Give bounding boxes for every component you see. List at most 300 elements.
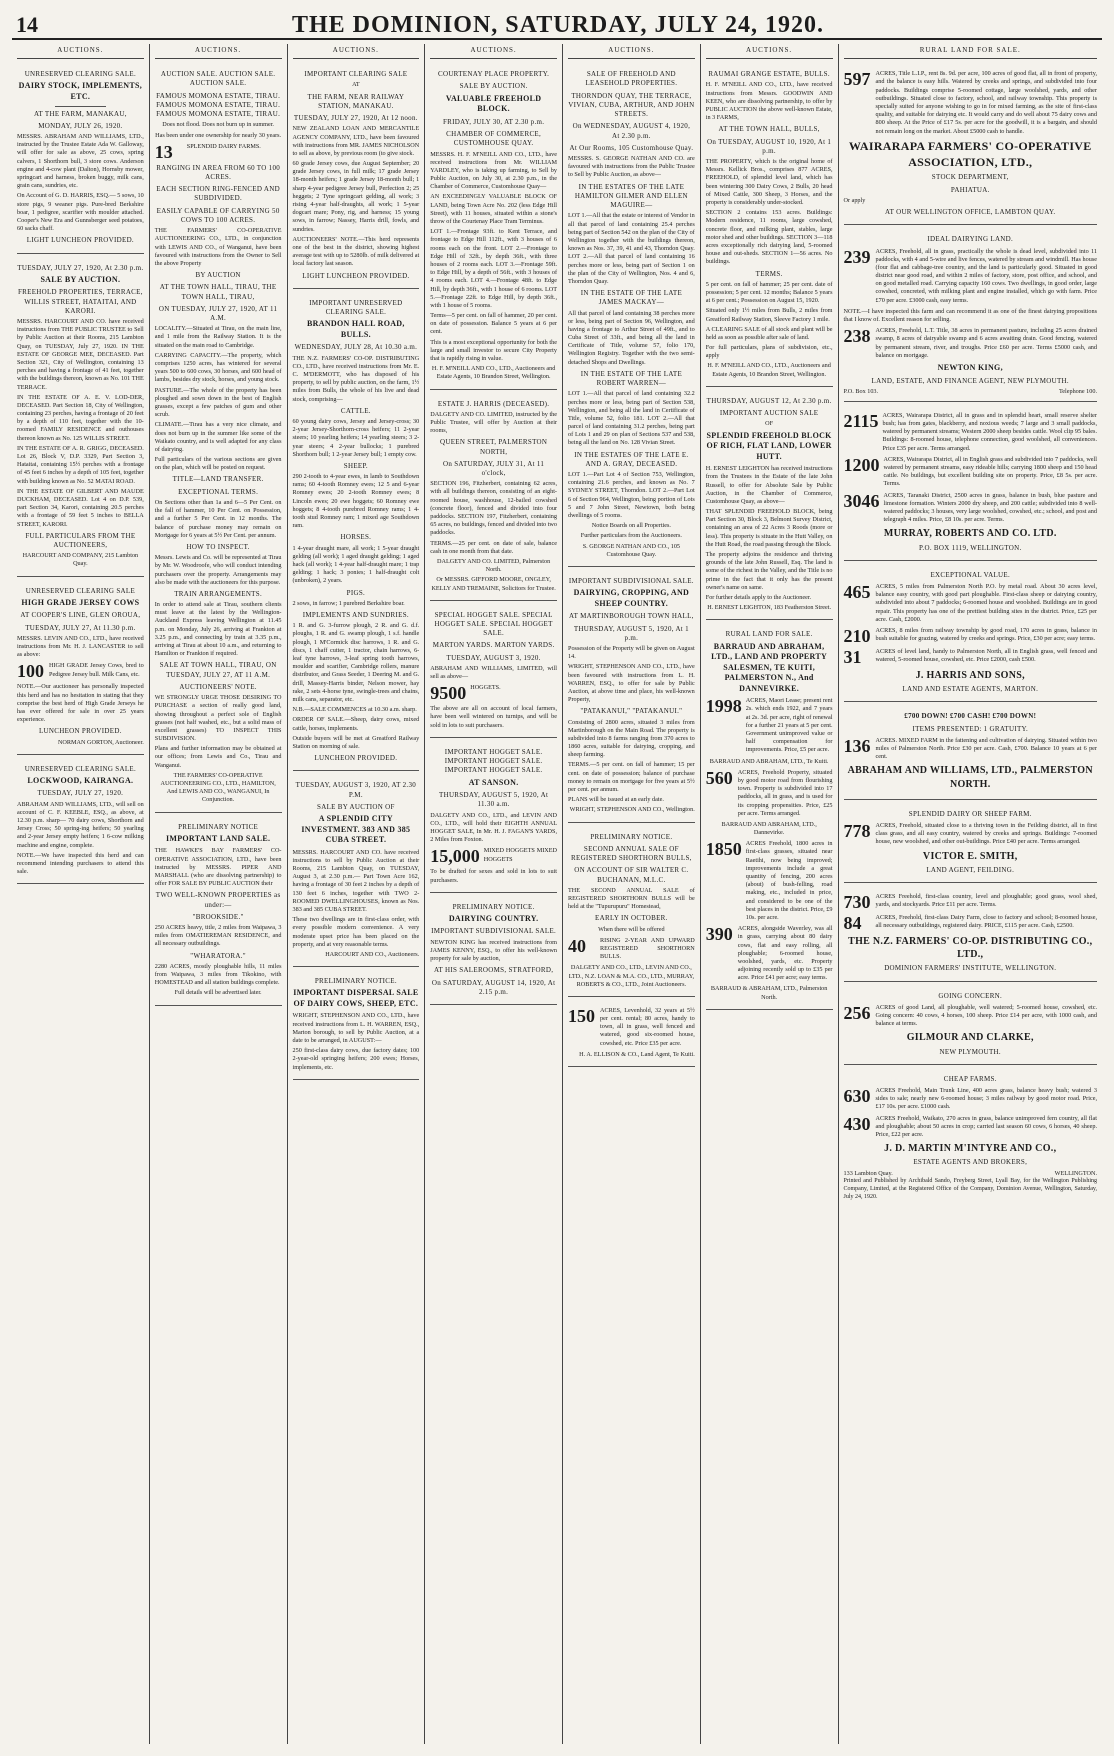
ad-subheading: NEW PLYMOUTH. xyxy=(939,1047,1001,1056)
lot-entry xyxy=(844,412,1098,453)
ad-body: Terms—5 per cent. on fall of hammer, 20 per cent. on date of possession. Balance 5 years at 6 per cent. xyxy=(430,312,557,336)
ad-date: TUESDAY, JULY 27, At 11.30 p.m. xyxy=(25,623,136,632)
lot-entry xyxy=(17,662,144,680)
ad-text: Or apply xyxy=(843,196,866,204)
ad-heading: UNRESERVED CLEARING SALE xyxy=(25,586,136,595)
ad-hogget-sale-marton xyxy=(430,604,557,738)
ad-note: AUCTIONEERS' NOTE.—This herd represents one of the best in the district, showing highest average test with up to 5280lb. of milk delivered at local factory last season. xyxy=(292,235,420,268)
ad-location: THE FARM, NEAR RAILWAY STATION, MANAKAU. xyxy=(307,92,405,110)
ad-signature: HARCOURT AND COMPANY, 215 Lambton Quay. xyxy=(22,552,139,568)
lot-entry xyxy=(706,697,833,754)
lot-entry xyxy=(706,925,833,982)
ad-subheading: AUCTIONEERS' NOTE. xyxy=(179,682,257,691)
ad-rural-597 xyxy=(844,63,1098,225)
ad-subheading: AT OUR WELLINGTON OFFICE, LAMBTON QUAY. xyxy=(885,208,1056,217)
ad-body: IN THE ESTATE OF A. R. GRIGG, DECEASED. Lot 26, Block V, D.P. 3329, Part Section 3, Hataitai, containing 15½ perches with a frontage of 45 feet 6 inches by a depth of 105 feet, together with building known as No. 52 MATAI ROAD. xyxy=(17,444,144,485)
ad-subheading: PIGS. xyxy=(346,588,366,597)
ad-subheading: EXCEPTIONAL TERMS. xyxy=(178,487,259,496)
ad-date: TUESDAY, JULY 27, 1920. xyxy=(37,789,124,798)
ad-date: FRIDAY, JULY 30, AT 2.30 p.m. xyxy=(442,117,545,126)
ad-subheading: ON ACCOUNT OF SIR WALTER C. BUCHANAN, M.L.C. xyxy=(574,866,689,884)
lot-number: 239 xyxy=(843,246,871,267)
ad-heading: EXCEPTIONAL VALUE. xyxy=(930,570,1011,579)
ad-subheading: RANGING IN AREA FROM 60 TO 100 ACRES. xyxy=(156,163,281,182)
ad-subheading: TERMS. xyxy=(755,269,783,278)
ad-body: 60 grade Jersey cows, due August September; 20 grade Jersey cows, in full milk; 17 grade Jersey 18-month heifers; 1 grade Jersey 18-month bull; 1 sharp 4-year pedigree Jersey bull, Perfection 2; 25 heggets; 2 Tyne springcart gelding, all work; 3 rising 4-year half-draughts, all work; 1 5-year dogcart mare; Pony, rig, and harness; 15 young sows, in farrow; Nassey, Harris drill, fowls, and sundries. xyxy=(292,160,420,233)
ad-note: LIGHT LUNCHEON PROVIDED. xyxy=(302,271,410,280)
ad-date: TUESDAY, JULY 27, 1920, At 2.30 p.m. xyxy=(17,263,144,272)
ad-body: SECTION 196, Fitzherbert, containing 62 acres, with all buildings thereon, consisting of an eight-roomed house, washhouse, 12-bailed cowshed (concrete floor), fenced and divided into four paddocks. SECTION 197, Fitzherbert, containing 65 acres, no buildings, fenced and divided into two paddocks. xyxy=(430,480,557,537)
ad-body: LOT 1.—Frontage 93ft. to Kent Terrace, and frontage to Edge Hill 112ft., with 3 houses of 6 rooms each on the front. LOT 2.—Frontage to Edge Hill of 32ft., by depth 36ft., with three houses of 2 rooms each. LOT 3.—Frontage 59ft. to Edge Hill, by a depth of 56ft., with 3 houses of 4 rooms each. LOT 4.—Frontage 48ft. to Edge Hill, by depth 36ft., with 1 house of 6 rooms. LOT 5.—Frontage 22ft. to Edge Hill, by depth 36ft., with 1 house of 5 rooms. xyxy=(430,228,557,309)
ad-note: Full details will be advertised later. xyxy=(174,989,262,997)
ad-note: ORDER OF SALE.—Sheep, dairy cows, mixed cattle, horses, implements. xyxy=(292,716,420,732)
ad-heading: CHEAP FARMS. xyxy=(943,1074,997,1083)
ad-location: AT HIS SALEROOMS, STRATFORD, xyxy=(433,966,554,975)
ad-body: H. ERNEST LEIGHTON has received instructions from the Trustees in the Estate of the late John Russell, to offer for Absolute Sale by Public Auction, in the Chamber of Commerce, Customhouse Quay, as above— xyxy=(705,465,833,505)
lot-text: ACRES, Taranaki District, 2500 acres in grass, balance in bush, blue pasture and limestone formation. Winters 2000 dry sheep, and 200 cattle; subdivided into 8 well-watered paddocks; 3 houses, very large woolshed, cowshed, etc.; school, and post and telegraph 4 miles. Price, £8 10s. per acre. Terms. xyxy=(883,491,1097,524)
ad-subheading: ITEMS PRESENTED: 1 GRATUITY. xyxy=(912,724,1029,733)
ad-body: 1 4-year draught mare, all work; 1 5-year draught gelding (all work); 1 aged draught gelding; 1 aged hack (all work); 1 4-year half-draught mare; 1 trap gelding; 1 hack; 3 ponies; 1 half-draught colt (unbroken), 2 years. xyxy=(292,544,420,585)
lot-number: 560 xyxy=(705,767,733,788)
ad-patakanui xyxy=(568,570,695,823)
ad-heading: IMPORTANT AUCTION SALE xyxy=(719,409,819,418)
ad-body: THE FARMERS' CO-OPERATIVE AUCTIONEERING CO., LTD., in conjunction with LEWIS AND CO., of Wanganui, have been favoured with instructions from the Owner to Sell the above Property xyxy=(154,227,282,267)
lot-number: 597 xyxy=(843,69,871,90)
ad-splendid-dairy xyxy=(844,803,1098,883)
imprint: Printed and Published by Archibald Sando, Freyberg Street, Lyall Bay, for the Wellington Publishing Company, Limited, at the Registered Office of the Company, Dominion Avenue, Wellington, Saturday, July 24, 1920. xyxy=(843,1177,1097,1200)
ad-signature: NORMAN GORTON, Auctioneer. xyxy=(57,738,144,746)
column-5 xyxy=(563,44,701,1744)
lot-entry xyxy=(844,1004,1098,1029)
ad-body: LOT 1.—Part Lot 4 of Section 753, Wellington, containing 21.6 perches, and known as No. 7 SYDNEY STREET, Thorndon. LOT 2.—Part Lot 6 of Section 964, Wellington, being portion of Lots 5 and 7 John Street, Newtown, both being dwellings of 5 rooms. xyxy=(568,471,695,520)
lot-text: ACRES, Freehold, first-class Dairy Farm, close to factory and school; 8-roomed house, all necessary outbuildings, registered dairy. PRICE, £115 per acre. Cash, £2500. xyxy=(875,914,1097,930)
ad-nz-farmers xyxy=(844,886,1098,982)
ad-body: CLIMATE.—Tirau has a very nice climate, and does not burn up in the summer like some of the Waikato country, and is well adapted for any class of dairying. xyxy=(154,421,282,453)
ad-text: BY AUCTION xyxy=(195,271,241,280)
ad-going-concern xyxy=(844,985,1098,1065)
lot-text: ACRES, Freehold, L.T. Title, 38 acres in permanent pasture, including 25 acres drained swamp, 8 acres of dairyable swamp and 6 acres awaiting drain. Good fencing, watered by permanent stream, river, and troughs. Price £60 per acre. Terms £5000 cash, and balance on mortgage. xyxy=(875,327,1097,359)
lot-text: ACRES, 5 miles from Palmerston North P.O. by metal road. About 30 acres level, balance easy country, with good part ploughable. First-class sheep or dairying country, subdivided into about 7 paddocks; 6-roomed house and woolshed. Buildings are in good repair. This property has one of the prettiest building sites in the district. Price, £25 per acre. Cash, £2000. xyxy=(875,583,1097,623)
lot-text: SPLENDID DAIRY FARMS. xyxy=(186,142,261,150)
ad-signature: H. F. M'NEILL AND CO., LTD., Auctioneers and Estate Agents, 10 Brandon Street, Wellington. xyxy=(431,365,556,381)
lot-number: 430 xyxy=(843,1113,871,1134)
lot-number: 31 xyxy=(843,646,862,667)
ad-date: THURSDAY, AUGUST 5, 1920, At 11.30 a.m. xyxy=(439,791,549,809)
lot-entry xyxy=(706,840,833,922)
ad-heading: UNRESERVED CLEARING SALE. xyxy=(24,764,137,773)
ad-body: WRIGHT, STEPHENSON AND CO., LTD., have received instructions from L. H. WARREN, ESQ., Marton borough, to sell by Public Auction, at a date to be arranged, in AUGUST:— xyxy=(292,1012,420,1044)
ad-hogget-sale-sanson xyxy=(430,741,557,893)
ad-signature: Or MESSRS. GIFFORD MOORE, ONGLEY, KELLY AND TREMAINE, Solicitors for Trustee. xyxy=(431,576,556,592)
ad-body: 250 first-class dairy cows, due factory dates; 100 2-year-old springing heifers; 200 ewes; Horses, implements, etc. xyxy=(292,1047,420,1071)
ad-body: Full particulars of the various sections are given on the plan, which will be posted on request. xyxy=(154,456,282,472)
lot-text: HOGGETS. xyxy=(470,684,501,692)
lot-number: 730 xyxy=(843,892,871,912)
ad-subheading: HOW TO INSPECT. xyxy=(186,542,250,551)
telephone: Telephone 100. xyxy=(1058,387,1097,395)
lot-number: 40 xyxy=(568,935,586,956)
ad-body: DALGETY AND CO., LTD., and LEVIN AND CO., LTD., will hold their EIGHTH ANNUAL HOGGET SALE, In Mr. H. J. FAGAN'S YARDS, 2 Miles from Foxton. xyxy=(430,811,557,844)
lot-number: 1850 xyxy=(705,839,742,860)
ad-subheading: IN THE ESTATES OF THE LATE E. AND A. GRAY, DECEASED. xyxy=(574,450,689,468)
ad-note: N.B.—SALE COMMENCES at 10.30 a.m. sharp. xyxy=(292,706,417,714)
column-6 xyxy=(701,44,839,1744)
lot-number: 15,000 xyxy=(430,846,480,867)
lot-number: 630 xyxy=(843,1086,871,1107)
ad-location: AT MARTINBOROUGH TOWN HALL, xyxy=(569,612,694,621)
ad-body: 1 R. and G. 3-furrow plough, 2 R. and G. d.f. ploughs, 1 R. and G. swamp plough, 1 s.f. handle plough, 1 M'Cormick disc harrows, 1 R. and G. discs, 1 chaff cutter, 1 tractor, chain harrows, 6-leaf tyne harrows, 3-leaf spring tooth harrows, moulder and scarifier, Cambridge rollers, manure distributor, and Grass Seeder, 1 Deering M. and G. drill, Massey-Harris binder, Nelson mower, hay rake, 2 sets 4-horse tyne, swingle-trees and chains, milk cans, separator, etc. xyxy=(292,622,420,703)
ad-body: THE PROPERTY, which is the original home of Messrs. Kellick Bros., comprises 877 ACRES, FREEHOLD, of splendid level land, which has been wintering 300 Dairy Cows, 2 Bulls, 20 head of Mixed Cattle, 300 Sheep, 3 Horses, and the property is considerably under-stocked. xyxy=(705,158,833,207)
lot-number: 465 xyxy=(843,582,871,603)
lot-text: ACRES Freehold, Main Trunk Line, 400 acres grass, balance heavy bush; watered 3 sides to sale; nearly new 6-roomed house; 3 miles railway by good motor road. Price, £17 10s. per acre. £1000 cash. xyxy=(875,1087,1097,1111)
ad-subheading: STOCK DEPARTMENT, xyxy=(931,173,1009,182)
lot-number: 390 xyxy=(705,924,733,945)
column-3 xyxy=(288,44,426,1744)
ad-body: MESSRS. S. GEORGE NATHAN AND CO. are favoured with instructions from the Public Trustee to Sell by Public Auction, as above— xyxy=(568,155,695,179)
ad-ideal-dairying xyxy=(844,228,1098,402)
column-2 xyxy=(150,44,288,1744)
lot-entry xyxy=(844,70,1098,136)
lot-entry xyxy=(844,627,1098,645)
ad-hawkes-bay xyxy=(155,816,282,1006)
ad-date: On TUESDAY, AUGUST 10, 1920, At 1 p.m. xyxy=(707,137,832,155)
ad-heading: SALE OF FREEHOLD AND LEASEHOLD PROPERTIES. xyxy=(585,70,678,88)
divider xyxy=(55,106,106,107)
lot-text: ACRES of level land, handy to Palmerston North, all in English grass, well fenced and watered, 5-roomed house, cowshed, etc. Price £2000, cash £500. xyxy=(875,647,1097,664)
newspaper-title: THE DOMINION, SATURDAY, JULY 24, 1920. xyxy=(291,12,825,38)
ad-lockwood xyxy=(17,758,144,885)
lot-text: ACRES, Wairarapa District, all in grass and in splendid heart, small reserve shelter bush; has from gates, blackberry, and noxious weeds; 7 large and 3 small paddocks, watered by permanent streams; Western 2000 sheep besides cattle. Wool clip 95 bales. Buildings: 8-roomed house, telephone connection, good woolshed, all conveniences. Price £35 per acre. Terms arranged. xyxy=(882,411,1097,452)
column-header: AUCTIONS. xyxy=(430,44,557,59)
lot-number: 3046 xyxy=(843,490,880,511)
ad-subheading: FREEHOLD PROPERTIES, TERRACE, WILLIS STREET, HATAITAI, AND KARORI. xyxy=(17,288,143,315)
ad-subheading: THORNDON QUAY, THE TERRACE, VIVIAN, CUBA, ARTHUR, AND JOHN STREETS. xyxy=(568,91,695,119)
ad-subheading: IMPORTANT LAND SALE. xyxy=(165,833,271,843)
ad-note: The above are all on account of local farmers, have been well wintered on turnips, and will be sold in lots to suit purchasers. xyxy=(430,705,557,729)
ad-levenhold xyxy=(568,1000,695,1067)
ad-signature: DALGETY AND CO. LIMITED, Palmerston North. xyxy=(437,557,551,574)
lot-entry xyxy=(844,893,1098,911)
ad-heading: ESTATE J. HARRIS (DECEASED). xyxy=(437,399,550,408)
ad-cheap-farms xyxy=(844,1068,1098,1209)
ad-body: DALGETY AND CO. LIMITED, instructed by the Public Trustee, will offer by Auction at their rooms, xyxy=(430,410,557,435)
ad-subheading: CATTLE. xyxy=(340,406,371,415)
lot-entry xyxy=(844,1115,1098,1140)
ad-body: MESSRS. LEVIN AND CO., LTD., have received instructions from Mr. H. J. LANCASTER to sell as above: xyxy=(17,634,144,659)
lot-number: 210 xyxy=(843,625,871,646)
column-1 xyxy=(12,44,150,1744)
lot-entry xyxy=(844,648,1098,666)
ad-raumai-grange xyxy=(706,63,833,387)
ad-location: AT THE TOWN HALL, BULLS, xyxy=(718,125,820,134)
column-header: AUCTIONS. xyxy=(706,44,833,59)
ad-body: 290 2-tooth to 4-year ewes, in lamb to Southdown rams; 60 4-tooth Romney ewes; 12 5 and 6-year Romney ewes; 20 2-tooth Romney ewes; 8 Lincoln ewes; 20 ewe hoggets; 60 Romney ewe hoggets; 8 4-tooth purebred Romney rams; 1 4-tooth stud Romney ram; 1 mixed age Southdown ram. xyxy=(292,473,420,530)
ad-body: TERMS.—5 per cent. on fall of hammer; 15 per cent. on date of possession; balance of purchase money to remain on mortgage for five years at 5½ per cent. per annum. xyxy=(568,761,695,794)
ad-body: IN THE ESTATE OF GILBERT AND MAUDE DUCKHAM, DECEASED. Lot 4 on D.P. 539, part Section 34, Karori, containing 20.5 perches with a frontage of 59 feet 5 inches to BELLA STREET, KARORI. xyxy=(17,487,144,528)
ad-body: ABRAHAM AND WILLIAMS, LTD., will sell on account of C. F. KEEBLE, ESQ., as above, at 12.30 p.m. sharp— 70 dairy cows, Shorthorn and Jersey Cross; 50 spring-ing heifers; 50 yearling and 2-year Jersey empty heifers; 1 6-cow milking machine and engine, complete. xyxy=(17,800,144,849)
contact-row xyxy=(844,1170,1098,1178)
ad-location: LOCKWOOD, KAIRANGA. xyxy=(27,775,134,785)
ad-location: BRANDON HALL ROAD, BULLS. xyxy=(307,319,405,339)
lot-entry xyxy=(844,1087,1098,1112)
ad-dispersal-sale xyxy=(293,970,420,1080)
ad-body: WE STRONGLY URGE THOSE DESIRING TO PURCHASE a section of really good land, showing throughout a perfect sole of English grasses (not half washed, etc., but a solid mass of excellent grasses) TO INSPECT THIS SUBDIVISION. xyxy=(154,694,282,743)
ad-subheading: PAHIATUA. xyxy=(950,185,990,194)
ad-heading: IMPORTANT SUBDIVISIONAL SALE. xyxy=(568,576,694,585)
ad-exceptional-value xyxy=(844,564,1098,703)
ad-date: TUESDAY, AUGUST 3, 1920, AT 2.30 P.M. xyxy=(295,781,417,799)
ad-date: WEDNESDAY, JULY 28, At 10.30 a.m. xyxy=(294,343,418,352)
ad-body: 5 per cent. on fall of hammer; 25 per cent. date of possession; 5 per cent. 12 months; Balance 5 years at 6 per cent.; Possession on August 15, 1920. xyxy=(705,280,833,305)
ad-cash-down xyxy=(844,705,1098,799)
lot-text: HIGH GRADE Jersey Cows, bred to Pedigree Jersey bull. Milk Cans, etc. xyxy=(49,662,144,678)
ad-subheading: DAIRYING, CROPPING, AND SHEEP COUNTRY. xyxy=(573,588,690,608)
ad-subheading: SALE BY AUCTION. xyxy=(459,82,528,91)
ad-freehold-properties xyxy=(17,257,144,577)
ad-note: LUNCHEON PROVIDED. xyxy=(38,727,122,736)
ad-date: On SATURDAY, JULY 31, At 11 o'clock, xyxy=(443,459,545,478)
ad-body: The property adjoins the residence and thriving grounds of the late John Russell, Esq. The land is some of the richest in the Valley, and the Title is no prime in the fact that it only has the present owner's name on same. xyxy=(705,551,833,591)
ad-subheading: SALE AT TOWN HALL, TIRAU, ON TUESDAY, JULY 27, AT 11 A.M. xyxy=(159,661,277,679)
ad-subheading: HIGH GRADE JERSEY COWS xyxy=(21,597,140,607)
ad-note: PLANS will be issued at an early date. xyxy=(568,796,664,804)
ad-note: Outside buyers will be met at Greatford Railway Station on morning of sale. xyxy=(292,734,420,750)
ad-body: ABRAHAM AND WILLIAMS, LIMITED, will sell as above— xyxy=(430,664,557,681)
ad-body: These two dwellings are in first-class order, with every possible modern convenience. A very moderate upset price has been placed on the property, and at very reasonable terms. xyxy=(292,916,420,948)
ad-heading: PRELIMINARY NOTICE. xyxy=(314,977,397,986)
ad-clearing-sale-manakau xyxy=(17,63,144,253)
lot-text: ACRES Freehold, 1800 acres in first-class grasses, situated near Raetihi, now being improved; improvements include a great quantity of fencing, 200 acres (about) of bush-felling, road making, etc., included in price, and considered to be one of the best places in the district. Price, £9 10s. per acre. xyxy=(745,840,833,921)
lot-number: 238 xyxy=(843,326,871,347)
ad-text: OF xyxy=(765,420,774,428)
ad-heading: SPLENDID DAIRY OR SHEEP FARM. xyxy=(908,809,1032,818)
ad-subheading: IMPORTANT SUBDIVISIONAL SALE. xyxy=(431,927,557,936)
lot-number: 150 xyxy=(568,1005,595,1026)
lot-text: ACRES of good Land, all ploughable, well watered; 5-roomed house, cowshed, etc. Going concern: 40 cows, 4 horses, 100 sheep. Price £14 per acre, with 1000 cash, and balance at terms. xyxy=(875,1003,1097,1028)
ad-subheading: DAIRY STOCK, IMPLEMENTS, ETC. xyxy=(18,81,143,102)
ad-subheading: IMPORTANT DISPERSAL SALE OF DAIRY COWS, SHEEP, ETC. xyxy=(293,988,419,1008)
lot-text: ACRES, Wairarapa District, all in English grass and subdivided into 7 paddocks, well watered by permanent streams, easy rideable hills; carrying 1800 sheep and 150 head cattle. No buildings, but excellent building site on property. Price, £8 5s. per acre. Terms. xyxy=(883,455,1097,488)
ad-note: Notice Boards on all Properties. xyxy=(591,522,671,530)
ad-signature: BARRAUD AND ABRAHAM, LTD., Te Kuiti. xyxy=(709,757,829,765)
ad-heading: £700 DOWN! £700 CASH! £700 DOWN! xyxy=(904,712,1037,721)
lot-text: ACRES, Freehold Property, situated by good motor road from flourishing town. Property is subdivided into 17 paddocks, all in grass, and is used for its cropping propensities. Price, £25 per acre. Terms arranged. xyxy=(737,768,833,817)
lot-entry xyxy=(568,937,695,962)
ad-heading: GOING CONCERN. xyxy=(938,991,1003,1000)
lot-entry xyxy=(568,1007,695,1048)
ad-note: NOTE.—We have inspected this herd and can recommend intending purchasers to attend this sale. xyxy=(17,851,144,876)
ad-subheading: DOMINION FARMERS' INSTITUTE, WELLINGTON. xyxy=(884,964,1057,973)
ad-subheading: IN THE ESTATES OF THE LATE HAMILTON GILMER AND ELLEN MAGUIRE— xyxy=(574,182,688,210)
ad-body: Messrs. Lewis and Co. will be represented at Tirau by Mr. W. Woodroofe, who will conduct intending purchasers over the property. Arrangements may also be made with the auctioneers for this purpose. xyxy=(154,554,282,586)
lot-number: 1998 xyxy=(705,696,742,717)
ad-body: LOCALITY.—Situated at Tirau, on the main line, and 1 mile from the Railway Station. It is the situated on the main road to Cambridge. xyxy=(154,325,282,349)
lot-number: 84 xyxy=(843,913,862,933)
ad-body: TERMS.—25 per cent. on date of sale, balance cash in one month from that date. xyxy=(430,539,557,555)
lot-entry xyxy=(155,143,282,161)
contact-row xyxy=(844,388,1098,396)
ad-body: IN THE ESTATE OF A. E. V. LOD-DER, DECEASED. Part Section 18, City of Wellington, containing 23 perches, having a frontage of 20 feet by a depth of 110 feet, together with the 10-roomed FAMILY RESIDENCE and outhouses thereon known as No. 125 WILLIS STREET. xyxy=(17,393,144,442)
ad-location: At Our Rooms, 105 Customhouse Quay. xyxy=(569,143,694,152)
ad-date: EARLY IN OCTOBER. xyxy=(595,914,668,923)
ad-note: FULL PARTICULARS FROM THE AUCTIONEERS, xyxy=(25,531,136,549)
ad-heading: PRELIMINARY NOTICE. xyxy=(590,832,673,841)
ad-jersey-cows xyxy=(17,580,144,755)
ad-text: When there will be offered xyxy=(598,925,665,933)
ad-body: THE SECOND ANNUAL SALE of REGISTERED SHORTHORN BULLS will be held at the "Tupurupuru" Homestead, xyxy=(568,886,695,911)
ad-signature: S. GEORGE NATHAN AND CO., 105 Customhouse Quay. xyxy=(582,542,681,558)
ad-body: 2280 ACRES, mostly ploughable hills, 11 miles from Waipawa, 3 miles from Tikokino, with HOMESTEAD and all station buildings complete. xyxy=(154,962,282,987)
ad-heading: UNRESERVED CLEARING SALE. xyxy=(24,70,137,79)
lot-entry xyxy=(706,769,833,818)
ad-date: On WEDNESDAY, AUGUST 4, 1920, At 2.30 p.m. xyxy=(572,122,691,140)
ad-subheading: HORSES. xyxy=(340,533,372,542)
ad-location: AT COOPER'S LINE, GLEN OROUA, xyxy=(20,611,141,620)
ad-subheading: TITLE—LAND TRANSFER. xyxy=(172,475,264,484)
page-number: 14 xyxy=(16,12,38,37)
ad-subheading: SPLENDID FREEHOLD BLOCK OF RICH, FLAT LAND, LOWER HUTT. xyxy=(706,430,832,461)
ad-heading: PRELIMINARY NOTICE. xyxy=(452,902,535,911)
ad-body: THE HAWKE'S BAY FARMERS' CO-OPERATIVE ASSOCIATION, LTD., have been instructed by MESSRS. PIPER AND MARSHALL (who are dissolving partnership) to offer FOR SALE BY PUBLIC AUCTION their xyxy=(154,847,282,888)
lot-text: ACRES, Title L.I.P., rent 8s. 9d. per acre, 100 acres of good flat, all in front of property, and the balance is easy hills. Watered by creeks and springs, and subdivided into four paddocks. Buildings comprise 5-roomed cottage, large woolshed, yards, and other outbuildings. Situated close to factory, school, and railway township. This property is specially suited for anyone wishing to go in for mixed farming, as the site of first-class quality, and suitable for dairying etc. It would carry and do well about 75 dairy cows and 800 sheep. At the Price of £17 5s. per acre for the goodwill, it is a bargain, and should not remain long on the market. About £5000 cash to handle. xyxy=(875,70,1097,135)
ad-date: On SATURDAY, AUGUST 14, 1920, At 2.15 p.m. xyxy=(431,978,556,996)
ad-note: LIGHT LUNCHEON PROVIDED. xyxy=(26,236,134,245)
lot-text: MIXED HOGGETS MIXED HOGGETS xyxy=(483,847,557,863)
ad-heading: IMPORTANT HOGGET SALE. IMPORTANT HOGGET SALE. IMPORTANT HOGGET SALE. xyxy=(444,747,543,775)
ad-date: MONDAY, JULY 26, 1920. xyxy=(38,121,123,130)
ad-location: AT THE TOWN HALL, TIRAU, THE TOWN HALL, TIRAU, xyxy=(159,283,277,301)
ad-signature: NEWTON KING, xyxy=(937,362,1003,372)
ad-estate-harris xyxy=(430,393,557,601)
masthead xyxy=(12,6,1102,40)
ad-heading: COURTENAY PLACE PROPERTY. xyxy=(438,70,550,79)
lot-number: 2115 xyxy=(843,410,879,431)
lot-number: 1200 xyxy=(843,454,880,475)
ad-subheading: "PATAKANUI," "PATAKANUI." xyxy=(580,707,683,716)
ad-note: To be drafted for sexes and sold in lots to suit purchasers. xyxy=(430,868,557,884)
ad-body: MESSRS. ABRAHAM AND WILLIAMS, LTD., instructed by the Trustee Estate Ada W. Galloway, will offer for sale as above, 25 cows, spring calvers, 1 Shorthorn bull, 3 store cows. Anderson engine and 4-cow plant (Dalton), Hornsby mower, springcart and harness, broken buggy, milk cans, grain cans, sundries, etc. xyxy=(17,133,144,190)
ad-subheading: LAND AGENT, FEILDING. xyxy=(926,865,1015,874)
lot-number: 13 xyxy=(154,141,173,162)
lot-text: ACRES, Levenhold, 32 years at 5½ per cent. rental; 80 acres, handy to town, all in grass, well fenced and watered, good six-roomed house, cowshed, etc. Price £35 per acre. xyxy=(600,1006,695,1047)
ad-body: A CLEARING SALE of all stock and plant will be held as soon as possible after sale of land. xyxy=(705,325,833,341)
lot-text: RISING 2-YEAR AND UPWARD REGISTERED SHORTHORN BULLS. xyxy=(600,936,695,961)
ad-signature: VICTOR E. SMITH, xyxy=(922,850,1018,862)
ad-heading: IDEAL DAIRYING LAND. xyxy=(927,235,1014,244)
ad-body: MESSRS. HARCOURT AND CO. have received instructions to sell by Public Auction at their Rooms, 215 Lambton Quay, on TUESDAY, August 3, at 2.30 p.m.— Part Town Acre 162, having a frontage of 30 feet 2 inches by a depth of 130 feet 6 inches, together with TWO 2-ROOMED DWELLINGHOUSES, known as Nos. 383 and 385 CUBA STREET. xyxy=(292,848,420,913)
ad-body: Situated only 1½ miles from Bulls, 2 miles from Greatford Railway Station, Sleeve Factory 1 mile. xyxy=(705,307,833,323)
ad-note: Further particulars from the Auctioneers. xyxy=(580,532,682,540)
lot-text: ACRES, Maori Lease; present rent 2s. which ends 1922, and 7 years at 2s. 3d. per acre, right of renewal for a further 21 years at 5 per cent. Government unimproved value or half compensation for improvements. Price, £5 per acre. xyxy=(745,697,833,754)
ad-body: AN EXCEEDINGLY VALUABLE BLOCK OF LAND, being Town Acre No. 202 (less Edge Hill Street), with 11 houses, situated within a stone's throw of the Courtenay Place Tram Terminus. xyxy=(430,193,557,225)
ad-body: On Account of G. D. HARRIS, ESQ.— 5 sows, 10 store pigs, 9 weaner pigs. Pure-bred Berkshire boar, 1 pedigree, scarifier with moulder attached. Cooper's New Era and Gunnsberger seed potatoes, 60 sacks chaff. xyxy=(17,192,144,233)
ad-body: 250 ACRES heavy, title, 2 miles from Waipawa, 3 miles from OMATIEREMAN RESIDENCE, and all necessary outbuildings. xyxy=(154,923,282,948)
lot-entry xyxy=(844,737,1098,762)
ad-body: MESSRS. H. F. M'NEILL AND CO., LTD., have received instructions from Mr. WILLIAM YARDLEY, who is taking up farming, to Sell by Public Auction, on July 30, at 2.30 p.m., in the Chamber of Commerce, Customhouse Quay— xyxy=(430,150,557,191)
ad-body: Plans and further information may be obtained at our offices; from Lewis and Co., Tirau and Wanganui. xyxy=(154,745,282,769)
ad-subheading: "WHARATORA." xyxy=(190,951,246,960)
ad-date: ON TUESDAY, JULY 27, 1920, AT 11 A.M. xyxy=(158,304,278,323)
ad-body: LOT 1.—All that parcel of land containing 32.2 perches more or less, being part of Section 538, Wellington, and being all the land in Certificate of Title, volume 52, folio 181. LOT 2.—All that parcel of land containing 31.2 perches, being part of Lots 1 and 29 on plan of Sections 537 and 538, being all the land on No. 128 Vivian Street. xyxy=(568,390,695,447)
ad-freehold-leasehold xyxy=(568,63,695,567)
ad-subheading: SECOND ANNUAL SALE OF REGISTERED SHORTHORN BULLS, xyxy=(571,844,692,863)
ad-subheading: IN THE ESTATE OF THE LATE JAMES MACKAY— xyxy=(580,289,683,307)
lot-entry xyxy=(430,684,557,702)
ad-subheading: LAND, ESTATE, AND FINANCE AGENT, NEW PLYMOUTH. xyxy=(871,376,1069,385)
ad-date: THURSDAY, AUGUST 5, 1920, At 1 p.m. xyxy=(573,624,689,642)
ad-body: NEW ZEALAND LOAN AND MERCANTILE AGENCY COMPANY, LTD., have been favoured with instructions from MR. JAMES NICHOLSON to sell as above, by previous room (to give stock. xyxy=(292,125,420,157)
lot-text: ACRES, Freehold, situated close to a thriving town in the Feilding district, all in first class grass, and all easy country, watered by creeks and springs. Buildings: 7-roomed house, new woolshed, and other out-buildings. Price £40 per acre. Terms arranged. xyxy=(875,822,1097,846)
ad-subheading: TWO WELL-KNOWN PROPERTIES as under:— xyxy=(155,891,281,909)
ad-date: TUESDAY, JULY 27, 1920, At 12 noon. xyxy=(293,114,418,123)
ad-date: THURSDAY, AUGUST 12, At 2.30 p.m. xyxy=(706,396,832,405)
ad-body: WRIGHT, STEPHENSON AND CO., LTD., have been favoured with instructions from L. H. WARREN, ESQ., to offer for sale by Public Auction, at above time and place, his well-known Property, xyxy=(568,663,695,704)
ad-body: 2 sows, in farrow; 1 purebred Berkshire boar. xyxy=(292,599,405,607)
column-7-rural-land xyxy=(839,44,1103,1744)
ad-subheading: VALUABLE FREEHOLD BLOCK. xyxy=(445,93,542,114)
ad-brandon-hall xyxy=(293,292,420,772)
lot-entry xyxy=(844,914,1098,932)
ad-barraud-abraham xyxy=(706,623,833,1010)
ad-signature: MURRAY, ROBERTS AND CO. LTD. xyxy=(883,528,1057,540)
ad-heading: WAIRARAPA FARMERS' CO-OPERATIVE ASSOCIATION, LTD., xyxy=(848,138,1092,169)
ad-subheading: "BROOKSIDE." xyxy=(192,912,244,921)
lot-entry xyxy=(844,492,1098,525)
lot-text: ACRES Freehold, Waikato, 270 acres in grass, balance unimproved fern country, all flat and ploughable; about 50 acres in crop; carried last season 60 cows, 6 horses, 40 sheep. Price, £22 per acre. xyxy=(875,1114,1097,1138)
ad-heading: AUCTION SALE. AUCTION SALE. AUCTION SALE. xyxy=(160,70,276,88)
lot-number: 778 xyxy=(843,821,871,842)
ad-heading: SALE BY AUCTION. xyxy=(40,274,121,284)
ad-heading: PRELIMINARY NOTICE xyxy=(178,822,259,831)
ad-murray-roberts xyxy=(844,405,1098,561)
ad-heading: IMPORTANT UNRESERVED CLEARING SALE. xyxy=(309,298,403,317)
ad-body: THAT SPLENDID FREEHOLD BLOCK, being Part Section 30, Block 3, Belmont Survey District, containing an area of 22 Acres 3 Roods (more or less). This property is situate in the Hutt Valley, on the Hutt Road, the road passing through the Block. xyxy=(705,508,833,548)
column-4 xyxy=(425,44,563,1744)
ad-body: SECTION 2 contains 153 acres. Buildings: Modern residence, 11 rooms, large cowshed, concrete floor, and milking plant, stables, large motor shed and other buildings. SECTION 3—118 acres exceptionally rich dairying land, 5-roomed house and out-sheds. SECTION 1—56 acres. No buildings. xyxy=(705,209,833,266)
ad-clearing-sale-manakau-2 xyxy=(293,63,420,289)
lot-text: ACRES. MIXED FARM in the fattening and cultivation of dairying. Situated within two miles of Palmerston North. Price £30 per acre. Cash, £700. Balance 10 years at 6 per cent. xyxy=(875,736,1097,761)
lot-entry xyxy=(844,248,1098,305)
ad-signature: THE N.Z. FARMERS' CO-OP. DISTRIBUTING CO., LTD., xyxy=(848,936,1093,961)
ad-location: CHAMBER OF COMMERCE, CUSTOMHOUSE QUAY. xyxy=(446,130,542,148)
ad-note: NOTE.—I have inspected this farm and can recommend it as one of the finest dairying propositions that I know of. Excellent reason for selling. xyxy=(843,307,1097,324)
ad-subheading: SHEEP. xyxy=(343,461,368,470)
column-header: AUCTIONS. xyxy=(293,44,420,59)
ad-body: Consisting of 2800 acres, situated 3 miles from Martinborough on the Main Road. The property is subdivided into 8 farms ranging from 370 acres to 1860 acres, suitable for dairying, cropping, and sheep farming. xyxy=(568,718,695,759)
ad-note: For further details apply to the Auctioneer. xyxy=(705,593,812,601)
ad-body: LOT 1.—All that the estate or interest of Vendor in all that parcel of land containing 25.4 perches being part of Section 542 on the plan of the City of Wellington together with the buildings thereon, known as Nos. 37, 39, 41 and 43, Thorndon Quay. LOT 2.—All that parcel of land containing 16 perches more or less, being part of Section 1 on the plan of the City of Wellington, Nos. 4 and 6, Thorndon Quay. xyxy=(568,212,695,285)
ad-body: MESSRS. HARCOURT AND CO. have received instructions from THE PUBLIC TRUSTEE to Sell by Public Auction at their Rooms, 215 Lambton Quay, on TUESDAY, July 27, 1920. IN THE ESTATE OF GEORGE MEE, DECEASED. Part Section 321, City of Wellington, containing 13 perches and having a frontage of 41 feet, together with the buildings thereon, known as No. 101 THE TERRACE. xyxy=(17,318,144,391)
ad-signature: GILMOUR AND CLARKE, xyxy=(906,1032,1034,1044)
ad-subheading: EASILY CAPABLE OF CARRYING 50 COWS TO 100 ACRES. xyxy=(156,206,280,224)
ad-note: LUNCHEON PROVIDED. xyxy=(314,754,398,763)
ad-signature: BARRAUD & ABRAHAM, LTD., Palmerston North. xyxy=(710,985,828,1001)
ad-date: TUESDAY, AUGUST 3, 1920. xyxy=(446,653,541,662)
ad-text: AT xyxy=(352,81,360,89)
ad-subheading: BARRAUD AND ABRAHAM, LTD., LAND AND PROPERTY SALESMEN, TE KUITI, PALMERSTON N., And DANNEVIRKE. xyxy=(711,641,828,693)
ad-heading: IMPORTANT CLEARING SALE xyxy=(304,70,408,79)
ad-signature: H. F. M'NEILL AND CO., LTD., Auctioneers and Estate Agents, 10 Brandon Street, Wellington. xyxy=(707,362,831,378)
po-box: P.O. Box 103. xyxy=(843,387,879,395)
ad-body: 60 young dairy cows, Jersey and Jersey-cross; 30 2-year Jersey-Shorthorn-cross heifers; 11 2-year steers; 10 yearling heifers; 14 yearling steers; 3 2-year steers; 4 2-year bullocks; 1 purebred Shorthorn bull; 1 2-year Jersey bull; 1 empty cow. xyxy=(292,417,420,458)
ad-cuba-street xyxy=(293,774,420,967)
ad-location: QUEEN STREET, PALMERSTON NORTH, xyxy=(440,438,548,456)
ad-subheading: IMPLEMENTS AND SUNDRIES. xyxy=(302,611,409,620)
ad-courtenay-place xyxy=(430,63,557,389)
ad-subheading: DAIRYING COUNTRY. xyxy=(448,913,539,923)
ad-body: PASTURE.—The whole of the property has been ploughed and sown down in the best of English grasses, except a few patches of gum and other scrub. xyxy=(154,386,282,419)
ad-signature: BARRAUD AND ABRAHAM, LTD., Dannevirke. xyxy=(721,820,817,837)
